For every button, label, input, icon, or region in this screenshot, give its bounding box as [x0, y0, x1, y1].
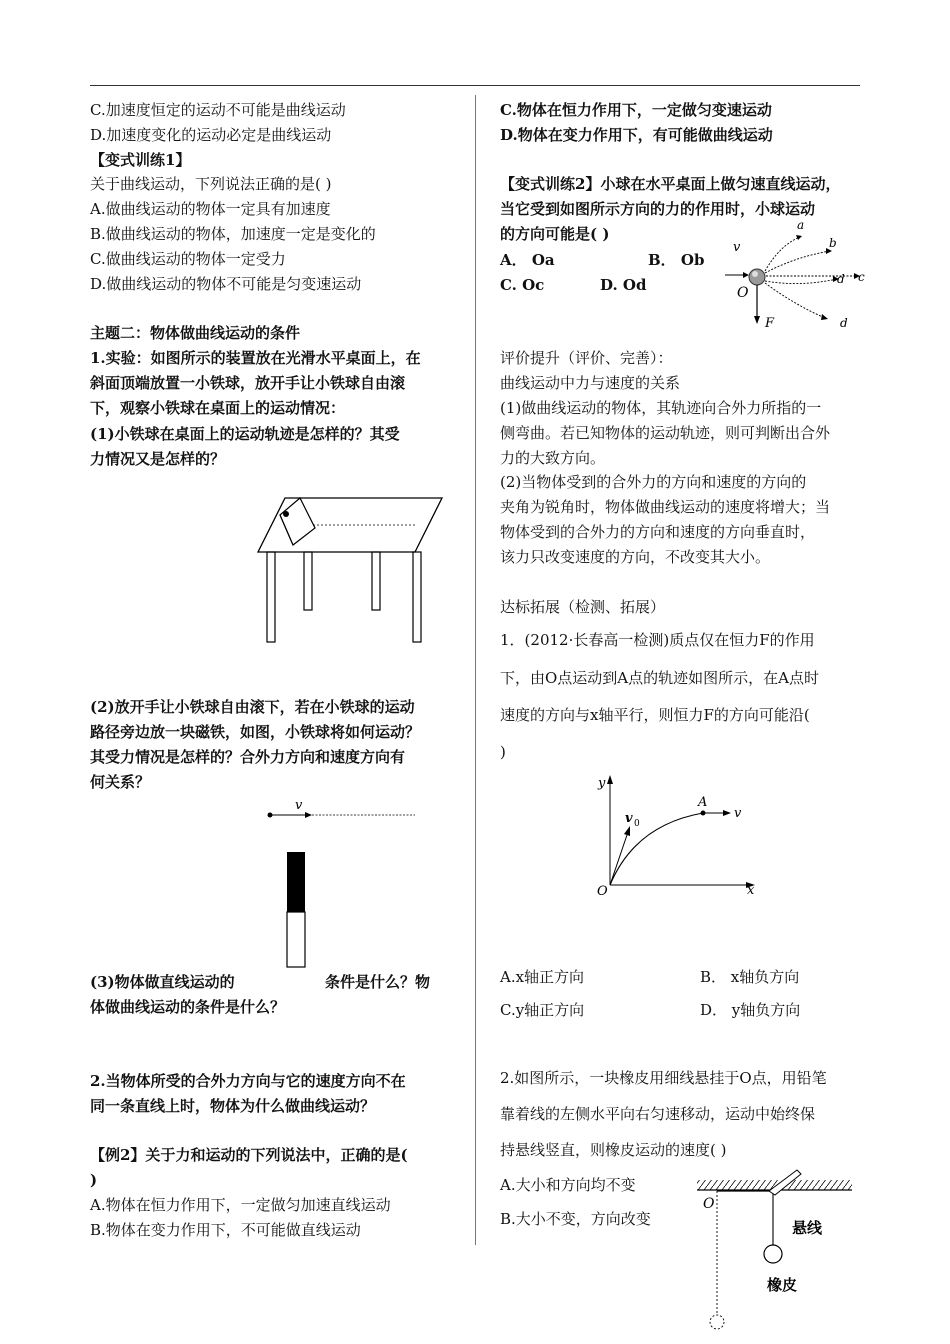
string-label: 悬线 [792, 1219, 823, 1237]
text-line: B.做曲线运动的物体，加速度一定是变化的 [90, 225, 376, 243]
text-line: 2.当物体所受的合外力方向与它的速度方向不在 [90, 1072, 406, 1090]
section-heading: 达标拓展（检测、拓展） [500, 598, 666, 616]
option: A． Oa [500, 251, 555, 269]
text-line: 【变式训练2】小球在水平桌面上做匀速直线运动， [500, 175, 841, 193]
velocity-label: v [295, 798, 303, 813]
svg-text:v: v [734, 806, 742, 821]
text-line: A.做曲线运动的物体一定具有加速度 [90, 200, 331, 218]
text-line: ) [500, 743, 506, 761]
text-line: (3)物体做直线运动的 [90, 973, 235, 991]
text-line: 路径旁边放一块磁铁，如图，小铁球将如何运动？ [90, 723, 421, 741]
eraser-string-figure [695, 1170, 855, 1340]
text-line: (2)当物体受到的合外力的方向和速度的方向的 [500, 473, 807, 491]
text-line: D.加速度变化的运动必定是曲线运动 [90, 126, 332, 144]
option: C. Oc [500, 276, 545, 294]
option: B.大小不变，方向改变 [500, 1210, 651, 1228]
text-line: 下，观察小铁球在桌面上的运动情况： [90, 399, 346, 417]
text-line: 1.实验：如图所示的装置放在光滑水平桌面上，在 [90, 349, 421, 367]
option: A.大小和方向均不变 [500, 1176, 636, 1194]
text-line: D.做曲线运动的物体不可能是匀变速运动 [90, 275, 362, 293]
text-line: (2)放开手让小铁球自由滚下，若在小铁球的运动 [90, 698, 415, 716]
text-line: A.物体在恒力作用下，一定做匀加速直线运动 [90, 1196, 391, 1214]
svg-text:0: 0 [634, 819, 640, 829]
magnet-figure [265, 795, 425, 975]
section-heading: 【变式训练1】 [90, 151, 191, 169]
text-line: 其受力情况是怎样的？合外力方向和速度方向有 [90, 748, 406, 766]
option: B． x轴负方向 [700, 968, 800, 986]
table-incline-figure [255, 490, 445, 650]
svg-text:a: a [797, 218, 805, 232]
text-line: 力的大致方向。 [500, 449, 606, 467]
text-line: 该力只改变速度的方向，不改变其大小。 [500, 548, 771, 566]
svg-text:O: O [703, 1196, 715, 1212]
text-line: B.物体在变力作用下，不可能做直线运动 [90, 1221, 361, 1239]
text-line: ) [90, 1171, 98, 1189]
text-line: 力情况又是怎样的？ [90, 450, 226, 468]
text-line: 体做曲线运动的条件是什么？ [90, 998, 286, 1016]
text-line: 何关系？ [90, 773, 151, 791]
text-line: C.做曲线运动的物体一定受力 [90, 250, 286, 268]
text-line: 当它受到如图所示方向的力的作用时，小球运动 [500, 200, 816, 218]
svg-text:O: O [737, 285, 749, 301]
section-heading: 主题二：物体做曲线运动的条件 [90, 324, 301, 342]
text-line: 速度的方向与x轴平行，则恒力F的方向可能沿( [500, 706, 810, 724]
text-line: 斜面顶端放置一小铁球，放开手让小铁球自由滚 [90, 374, 406, 392]
option: D． y轴负方向 [700, 1001, 801, 1019]
text-line: 靠着线的左侧水平向右匀速移动，运动中始终保 [500, 1105, 816, 1123]
svg-text:b: b [829, 236, 837, 250]
option: B． Ob [648, 251, 705, 269]
text-line: 2.如图所示，一块橡皮用细线悬挂于O点，用铅笔 [500, 1069, 827, 1087]
svg-text:F: F [765, 316, 775, 331]
text-line: 1．(2012·长春高一检测)质点仅在恒力F的作用 [500, 631, 815, 649]
svg-text:x: x [747, 883, 755, 898]
text-line: C.物体在恒力作用下，一定做匀变速运动 [500, 101, 772, 119]
text-line: 夹角为锐角时，物体做曲线运动的速度将增大；当 [500, 498, 831, 516]
option: A.x轴正方向 [500, 968, 585, 986]
text-line: 【例2】关于力和运动的下列说法中，正确的是( [90, 1146, 408, 1164]
text-line: 持悬线竖直，则橡皮运动的速度( ) [500, 1141, 727, 1159]
text-line: 同一条直线上时，物体为什么做曲线运动？ [90, 1097, 376, 1115]
svg-text:v: v [625, 811, 633, 826]
text-line: C.加速度恒定的运动不可能是曲线运动 [90, 101, 346, 119]
velocity-label: v [733, 240, 741, 255]
text-line: 的方向可能是( ) [500, 225, 610, 243]
column-divider [475, 95, 476, 1245]
text-line: (1)小铁球在桌面上的运动轨迹是怎样的？其受 [90, 425, 400, 443]
text-line: 侧弯曲。若已知物体的运动轨迹，则可判断出合外 [500, 424, 831, 442]
ball-force-figure [725, 215, 875, 335]
text-line: D.物体在变力作用下，有可能做曲线运动 [500, 126, 773, 144]
text-line: 物体受到的合外力的方向和速度的方向垂直时， [500, 523, 816, 541]
text-line: 评价提升（评价、完善）： [500, 349, 673, 367]
trajectory-axes-figure [595, 770, 770, 900]
svg-text:d: d [837, 272, 845, 286]
svg-text:A: A [698, 795, 708, 810]
text-line: (1)做曲线运动的物体，其轨迹向合外力所指的一 [500, 399, 822, 417]
svg-text:c: c [858, 270, 865, 284]
text-line: 关于曲线运动，下列说法正确的是( ) [90, 175, 332, 193]
option: D. Od [600, 276, 647, 294]
svg-text:O: O [597, 884, 608, 899]
text-line: 条件是什么？物 [325, 973, 431, 991]
text-line: 曲线运动中力与速度的关系 [500, 374, 681, 392]
option: C.y轴正方向 [500, 1001, 585, 1019]
eraser-label: 橡皮 [767, 1276, 798, 1294]
svg-text:y: y [598, 776, 606, 791]
svg-text:d: d [840, 316, 848, 330]
text-line: 下，由O点运动到A点的轨迹如图所示，在A点时 [500, 669, 819, 687]
header-rule [90, 85, 860, 86]
